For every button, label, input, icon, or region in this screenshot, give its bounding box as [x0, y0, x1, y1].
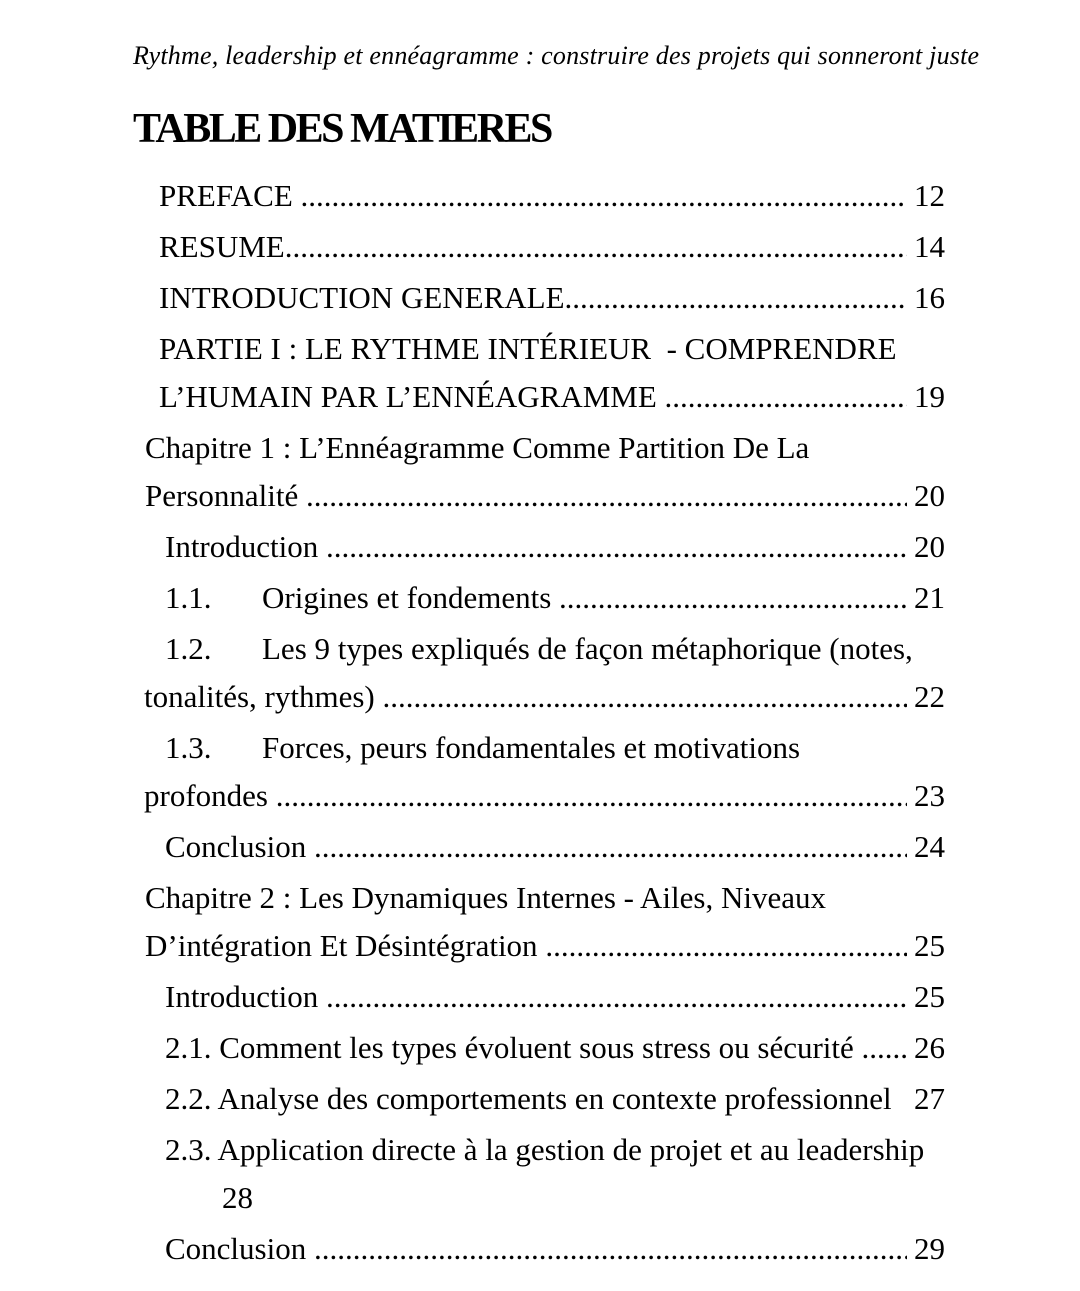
- toc-entry: [133, 1126, 945, 1222]
- toc-entry-line: [133, 223, 945, 271]
- toc-page-number: 14: [914, 229, 945, 264]
- toc-entry-line: [133, 373, 945, 421]
- toc-entry: [133, 973, 945, 1021]
- toc-entry-text: PARTIE I : LE RYTHME INTÉRIEUR - COMPRENDRE: [159, 331, 897, 366]
- toc-entry-line: [133, 625, 945, 673]
- toc-entry-text: INTRODUCTION GENERALE: [159, 280, 565, 315]
- toc-page-number: 21: [914, 580, 945, 615]
- toc-entry-text: Origines et fondements: [262, 580, 560, 615]
- dot-leader: [276, 772, 907, 820]
- toc-entry-line: [133, 724, 945, 772]
- toc-page-number: 22: [914, 679, 945, 714]
- toc-entry: [133, 325, 945, 421]
- toc-entry-line: [133, 424, 945, 472]
- toc-entry-text: tonalités, rythmes): [144, 679, 383, 714]
- toc-entry: [133, 223, 945, 271]
- toc-entry-text: 2.1. Comment les types évoluent sous stress ou sécurité: [165, 1030, 862, 1065]
- toc-page-number: 20: [914, 478, 945, 513]
- dot-leader: [545, 922, 907, 970]
- toc-page-number: 23: [914, 778, 945, 813]
- toc-entry-line: [133, 673, 945, 721]
- toc-entry-text: 28: [222, 1180, 253, 1215]
- dot-leader: [314, 823, 907, 871]
- toc-page-number: 29: [914, 1231, 945, 1266]
- toc-entry-line: [133, 1174, 945, 1222]
- page-title: TABLE DES MATIERES: [133, 106, 551, 152]
- dot-leader: [326, 973, 907, 1021]
- toc-entry: [133, 274, 945, 322]
- toc-entry-line: [133, 922, 945, 970]
- toc-page-number: 27: [914, 1081, 945, 1116]
- toc-entry: [133, 874, 945, 970]
- toc-entry-line: [133, 172, 945, 220]
- toc-entry-text: Chapitre 1 : L’Ennéagramme Comme Partition De La: [145, 430, 810, 465]
- toc-page-number: 24: [914, 829, 945, 864]
- toc-entry-text: D’intégration Et Désintégration: [145, 928, 546, 963]
- toc-entry-number: 1.1.: [165, 580, 212, 615]
- dot-leader: [559, 574, 907, 622]
- dot-leader: [306, 472, 907, 520]
- dot-leader: [285, 223, 907, 271]
- toc-entry: [133, 724, 945, 820]
- toc-page-number: 26: [914, 1030, 945, 1065]
- toc-entry-line: [133, 523, 945, 571]
- toc-page-number: 25: [914, 979, 945, 1014]
- toc-entry-line: [133, 574, 945, 622]
- toc-entry-line: [133, 973, 945, 1021]
- toc-entry-line: [133, 472, 945, 520]
- dot-leader: [326, 523, 907, 571]
- toc-entry: [133, 172, 945, 220]
- toc-entry-text: Conclusion: [165, 829, 314, 864]
- toc-entry-text: RESUME: [159, 229, 285, 264]
- toc-entry-line: [133, 1126, 945, 1174]
- toc-entry-text: Conclusion: [165, 1231, 314, 1266]
- toc-entry-text: Forces, peurs fondamentales et motivations: [262, 730, 801, 765]
- table-of-contents: [133, 172, 945, 1273]
- toc-entry-number: 1.2.: [165, 631, 212, 666]
- toc-entry: [133, 1225, 945, 1273]
- dot-leader: [382, 673, 907, 721]
- toc-entry: [133, 424, 945, 520]
- toc-entry-line: [133, 874, 945, 922]
- toc-entry-text: Chapitre 2 : Les Dynamiques Internes - Ailes, Niveaux: [145, 880, 826, 915]
- dot-leader: [862, 1024, 907, 1072]
- toc-entry-line: [133, 823, 945, 871]
- toc-entry-line: [133, 1225, 945, 1273]
- running-header: Rythme, leadership et ennéagramme : construire des projets qui sonneront juste: [133, 41, 980, 70]
- dot-leader: [314, 1225, 907, 1273]
- toc-entry-text: 2.3. Application directe à la gestion de projet et au leadership: [165, 1132, 925, 1167]
- toc-entry-text: profondes: [144, 778, 276, 813]
- toc-entry-text: Introduction: [165, 979, 326, 1014]
- toc-entry: [133, 1024, 945, 1072]
- toc-entry-number: 1.3.: [165, 730, 212, 765]
- dot-leader: [565, 274, 907, 322]
- dot-leader: [665, 373, 907, 421]
- toc-entry-text: L’HUMAIN PAR L’ENNÉAGRAMME: [159, 379, 665, 414]
- toc-entry-line: [133, 1075, 945, 1123]
- toc-page-number: 19: [914, 379, 945, 414]
- toc-page-number: 25: [914, 928, 945, 963]
- toc-entry-line: [133, 325, 945, 373]
- toc-entry: [133, 625, 945, 721]
- toc-page-number: 20: [914, 529, 945, 564]
- toc-entry-line: [133, 274, 945, 322]
- toc-entry-text: Les 9 types expliqués de façon métaphorique (notes,: [262, 631, 913, 666]
- toc-entry: [133, 523, 945, 571]
- toc-page-number: 12: [914, 178, 945, 213]
- toc-entry-line: [133, 1024, 945, 1072]
- toc-entry-line: [133, 772, 945, 820]
- dot-leader: [301, 172, 907, 220]
- toc-entry: [133, 823, 945, 871]
- toc-entry-text: PREFACE: [159, 178, 301, 213]
- toc-entry: [133, 574, 945, 622]
- toc-entry-text: Introduction: [165, 529, 326, 564]
- toc-entry-text: 2.2. Analyse des comportements en contexte professionnel: [165, 1081, 892, 1116]
- toc-entry: [133, 1075, 945, 1123]
- toc-page-number: 16: [914, 280, 945, 315]
- toc-entry-text: Personnalité: [145, 478, 306, 513]
